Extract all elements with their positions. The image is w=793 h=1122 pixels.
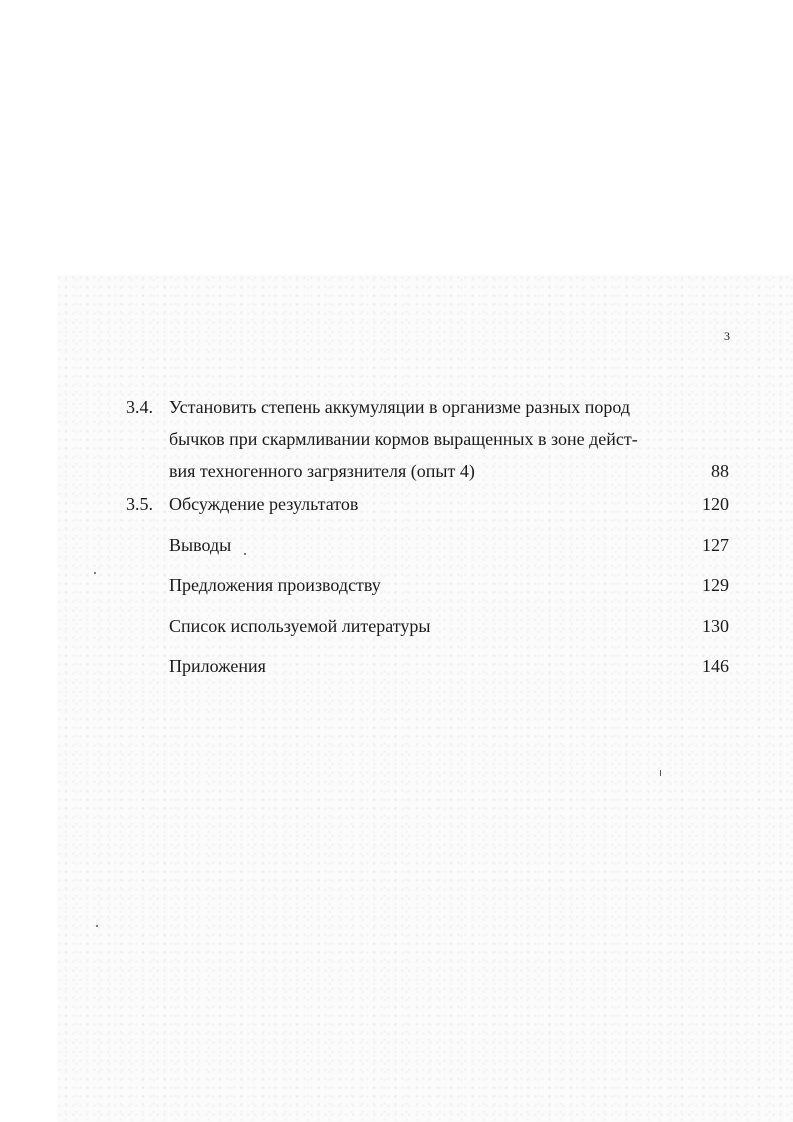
toc-entry-number: 3.5. [126, 494, 153, 514]
toc-entry-title-line: бычков при скармливании кормов выращенных в зоне дейст- [169, 429, 638, 449]
toc-entry-title-line: Установить степень аккумуляции в организме разных пород [169, 397, 631, 417]
toc-entry-number: 3.4. [126, 397, 153, 417]
toc-entry-page: 130 [702, 616, 729, 636]
toc-entry-title-line: вия техногенного загрязнителя (опыт 4) [169, 461, 475, 481]
scan-speck [660, 770, 661, 776]
scan-speck [94, 572, 96, 574]
toc-entry-page: 88 [711, 461, 729, 481]
toc-entry-page: 129 [702, 575, 729, 595]
toc-entry-title-line: Выводы [169, 535, 232, 555]
toc-entry-page: 146 [702, 656, 729, 676]
toc-entry-page: 127 [702, 535, 729, 555]
toc-entry-page: 120 [702, 494, 729, 514]
page-number: 3 [724, 329, 730, 343]
toc-entry-title-line: Обсуждение результатов [169, 494, 359, 514]
toc-entry-title-line: Предложения производству [169, 575, 381, 595]
scan-speck [244, 553, 246, 555]
toc-entry-title-line: Список используемой литературы [169, 616, 431, 636]
toc-entry-title-line: Приложения [169, 656, 266, 676]
scan-speck [96, 925, 98, 927]
